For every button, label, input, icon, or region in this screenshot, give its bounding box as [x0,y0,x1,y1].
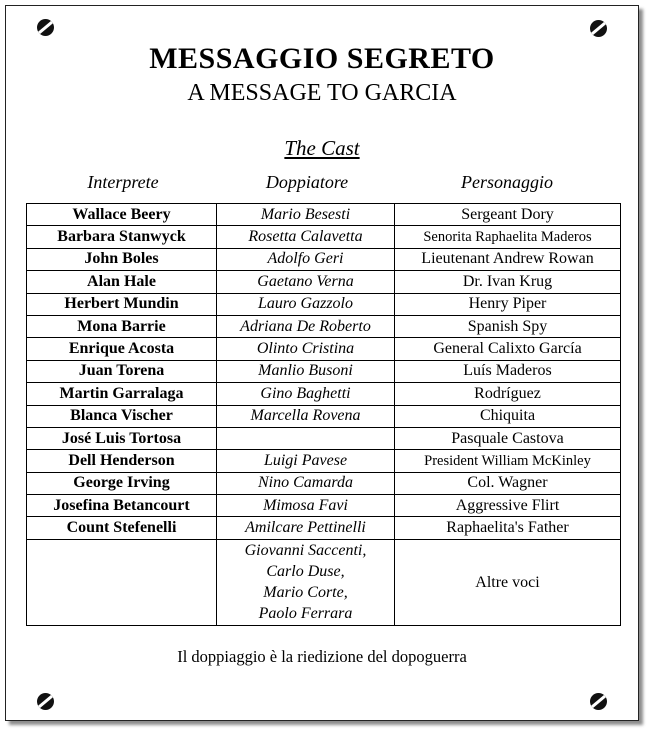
actor-cell: Count Stefenelli [27,517,217,539]
column-header-personaggio: Personaggio [461,172,553,192]
actor-cell: Enrique Acosta [27,338,217,360]
column-header-interprete: Interprete [87,172,159,192]
voice-line: Giovanni Saccenti, [244,542,367,560]
role-cell: Col. Wagner [395,472,621,494]
voice-cell: Adriana De Roberto [217,315,395,337]
actor-cell: Juan Torena [27,360,217,382]
table-row [27,338,621,360]
footer-note: Il doppiaggio è la riedizione del dopoguerra [177,647,467,666]
screw-icon [37,693,54,710]
page-title: MESSAGGIO SEGRETO [149,42,495,75]
table-row [27,383,621,405]
table-row [27,315,621,337]
table-row [27,226,621,248]
role-cell: Raphaelita's Father [395,517,621,539]
actor-cell [27,539,217,625]
actor-cell: Blanca Vischer [27,405,217,427]
role-cell: Dr. Ivan Krug [395,271,621,293]
voice-cell: Rosetta Calavetta [217,226,395,248]
table-row [27,450,621,472]
role-cell: Chiquita [395,405,621,427]
plaque [5,5,639,721]
role-cell: Altre voci [395,539,621,625]
voice-cell: Nino Camarda [217,472,395,494]
screw-icon [590,693,607,710]
role-cell: Sergeant Dory [395,204,621,226]
table-row [27,495,621,517]
actor-cell: Josefina Betancourt [27,495,217,517]
actor-cell: Wallace Beery [27,204,217,226]
actor-cell: George Irving [27,472,217,494]
role-cell: Aggressive Flirt [395,495,621,517]
cast-heading: The Cast [284,136,360,160]
actor-cell: José Luis Tortosa [27,427,217,449]
actor-cell: Dell Henderson [27,450,217,472]
role-cell: Senorita Raphaelita Maderos [395,226,621,248]
voice-line: Mario Corte, [263,584,348,602]
voice-cell: Olinto Cristina [217,338,395,360]
role-cell: Lieutenant Andrew Rowan [395,248,621,270]
role-cell: Rodríguez [395,383,621,405]
column-header-doppiatore: Doppiatore [265,172,349,192]
table-row [27,427,621,449]
voice-line: Paolo Ferrara [258,605,353,623]
table-row [27,472,621,494]
voice-cell: Mimosa Favi [217,495,395,517]
screw-icon [590,20,607,37]
cast-table [26,203,621,626]
role-cell: Luís Maderos [395,360,621,382]
voice-cell: Amilcare Pettinelli [217,517,395,539]
role-cell: Spanish Spy [395,315,621,337]
table-row-altre-voci [27,539,621,625]
screw-icon [37,19,54,36]
table-row [27,517,621,539]
actor-cell: Alan Hale [27,271,217,293]
voice-cell: Manlio Busoni [217,360,395,382]
voice-cell: Lauro Gazzolo [217,293,395,315]
role-cell: President William McKinley [395,450,621,472]
voice-cell [217,427,395,449]
voice-cell: Marcella Rovena [217,405,395,427]
voice-cell: Luigi Pavese [217,450,395,472]
role-cell: Pasquale Castova [395,427,621,449]
actor-cell: Martin Garralaga [27,383,217,405]
voice-cell: Gaetano Verna [217,271,395,293]
table-row [27,204,621,226]
table-row [27,293,621,315]
actor-cell: John Boles [27,248,217,270]
actor-cell: Mona Barrie [27,315,217,337]
role-cell: Henry Piper [395,293,621,315]
voice-cell [217,539,395,625]
page-subtitle: A MESSAGE TO GARCIA [187,80,457,106]
voice-cell: Adolfo Geri [217,248,395,270]
voice-cell: Gino Baghetti [217,383,395,405]
table-row [27,248,621,270]
table-row [27,360,621,382]
actor-cell: Herbert Mundin [27,293,217,315]
table-row [27,405,621,427]
table-row [27,271,621,293]
role-cell: General Calixto García [395,338,621,360]
voice-cell: Mario Besesti [217,204,395,226]
actor-cell: Barbara Stanwyck [27,226,217,248]
voice-line: Carlo Duse, [266,563,345,581]
